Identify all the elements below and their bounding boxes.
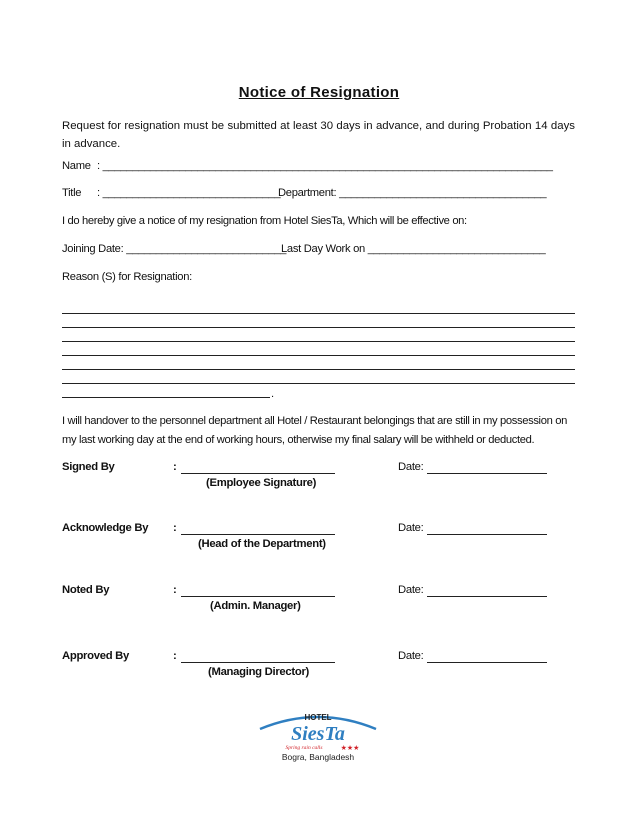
logo-stars: ★★★: [340, 744, 360, 752]
reason-line[interactable]: [62, 327, 575, 328]
name-field[interactable]: : ____________________________________________________________________________: [97, 160, 553, 172]
reason-line[interactable]: [62, 341, 575, 342]
noted-by-role: (Admin. Manager): [210, 600, 301, 612]
noted-by-date-label: Date:: [398, 584, 424, 596]
signed-by-label: Signed By: [62, 461, 115, 473]
reason-line[interactable]: [62, 313, 575, 314]
approved-by-role: (Managing Director): [208, 666, 309, 678]
acknowledge-by-role: (Head of the Department): [198, 538, 326, 550]
approved-by-signature-line[interactable]: [181, 662, 335, 663]
noted-by-colon: :: [173, 584, 177, 596]
acknowledge-by-signature-line[interactable]: [181, 534, 335, 535]
joining-date-field[interactable]: Joining Date: ___________________________: [62, 243, 287, 255]
title-field[interactable]: : ______________________________: [97, 187, 281, 199]
intro-paragraph: Request for resignation must be submitted at least 30 days in advance, and during Probation 14 days in advance.: [62, 120, 575, 150]
noted-by-label: Noted By: [62, 584, 110, 596]
approved-by-date-label: Date:: [398, 650, 424, 662]
approved-by-date-line[interactable]: [427, 662, 547, 663]
notice-statement: I do hereby give a notice of my resignation from Hotel SiesTa, Which will be effective on:: [62, 215, 467, 227]
hotel-siesta-logo: [252, 707, 384, 763]
name-label: Name: [62, 160, 91, 172]
reason-end-period: .: [271, 388, 274, 400]
signed-by-date-label: Date:: [398, 461, 424, 473]
signed-by-colon: :: [173, 461, 177, 473]
handover-paragraph: I will handover to the personnel department all Hotel / Restaurant belongings that are still in my possession on my last working day at the end of working hours, otherwise my final salary will be withheld or deducted.: [62, 415, 567, 446]
form-title: Notice of Resignation: [238, 84, 400, 101]
reason-line[interactable]: [62, 355, 575, 356]
logo-tagline: Spring rain calls: [285, 745, 323, 751]
reason-line[interactable]: [62, 397, 270, 398]
department-field[interactable]: Department: ___________________________________: [278, 187, 547, 199]
logo-graphic: [252, 707, 384, 763]
last-day-field[interactable]: Last Day Work on ______________________________: [281, 243, 546, 255]
acknowledge-by-date-label: Date:: [398, 522, 424, 534]
logo-hotel-text: HOTEL: [304, 713, 332, 722]
approved-by-label: Approved By: [62, 650, 130, 662]
reason-line[interactable]: [62, 369, 575, 370]
title-label: Title: [62, 187, 82, 199]
logo-location: Bogra, Bangladesh: [281, 752, 355, 762]
signed-by-date-line[interactable]: [427, 473, 547, 474]
reason-label: Reason (S) for Resignation:: [62, 271, 192, 283]
approved-by-colon: :: [173, 650, 177, 662]
noted-by-signature-line[interactable]: [181, 596, 335, 597]
logo-brand-text: SiesTa: [291, 723, 345, 745]
signed-by-role: (Employee Signature): [206, 477, 317, 489]
signed-by-signature-line[interactable]: [181, 473, 335, 474]
noted-by-date-line[interactable]: [427, 596, 547, 597]
acknowledge-by-label: Acknowledge By: [62, 522, 149, 534]
acknowledge-by-date-line[interactable]: [427, 534, 547, 535]
reason-line[interactable]: [62, 383, 575, 384]
acknowledge-by-colon: :: [173, 522, 177, 534]
